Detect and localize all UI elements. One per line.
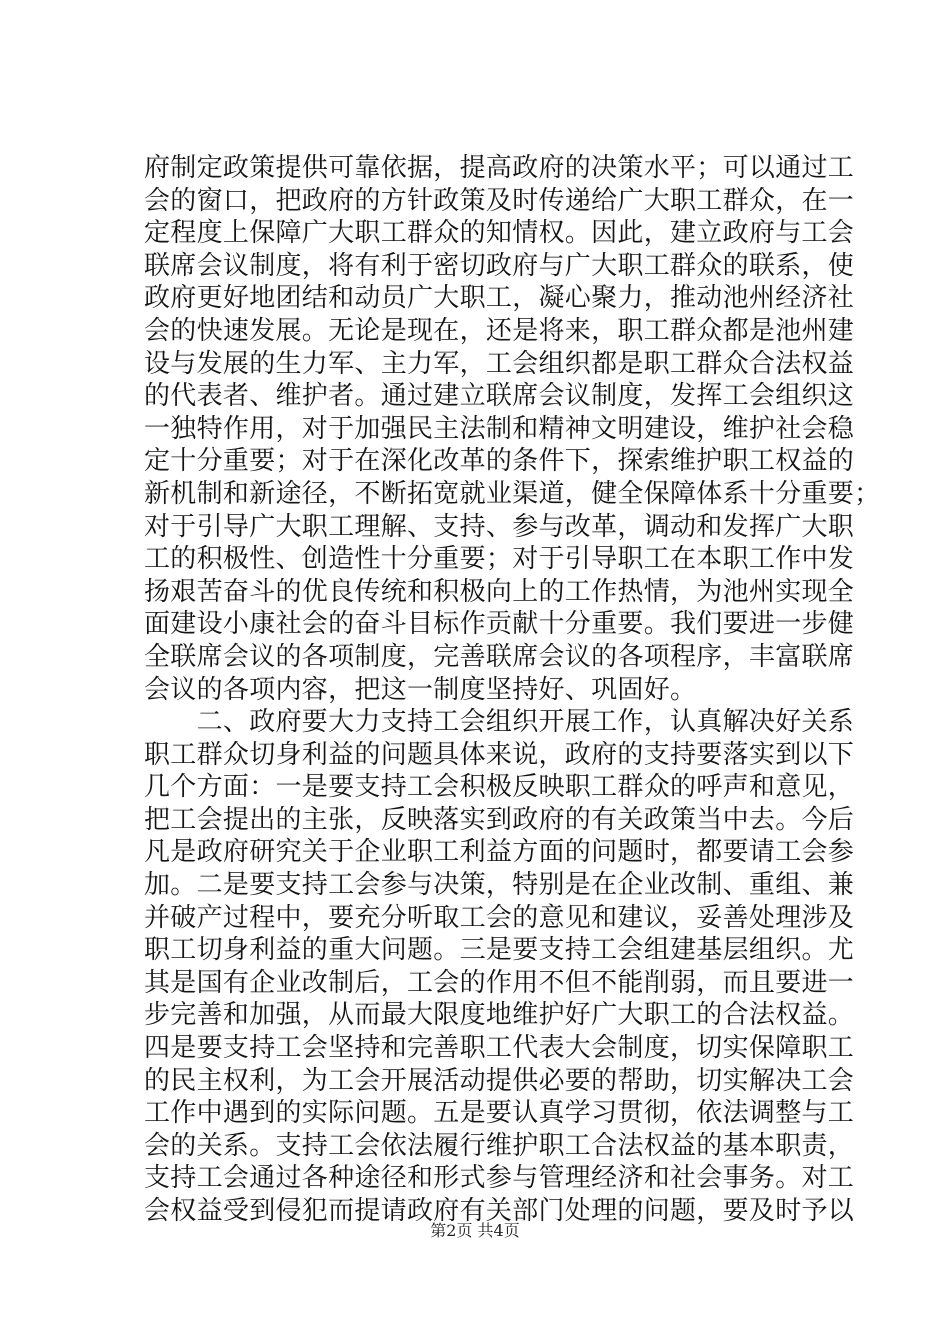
body-text [144,152,881,1228]
text-line: 新机制和新途径，不断拓宽就业渠道，健全保障体系十分重要； [144,478,881,509]
text-line: 其是国有企业改制后，工会的作用不但不能削弱，而且要进一 [144,967,855,998]
text-line: 扬艰苦奋斗的优良传统和积极向上的工作热情，为池州实现全 [144,576,855,607]
text-line: 职工群众切身利益的问题具体来说，政府的支持要落实到以下 [144,739,855,770]
text-line: 的民主权利，为工会开展活动提供必要的帮助，切实解决工会 [144,1065,855,1096]
text-line: 步完善和加强，从而最大限度地维护好广大职工的合法权益。 [144,1000,855,1031]
text-line: 对于引导广大职工理解、支持、参与改革，调动和发挥广大职 [144,511,855,542]
text-line: 工的积极性、创造性十分重要；对于引导职工在本职工作中发 [144,544,855,575]
text-line: 会权益受到侵犯而提请政府有关部门处理的问题，要及时予以 [144,1196,855,1226]
text-line: 会的窗口，把政府的方针政策及时传递给广大职工群众，在一 [144,185,855,216]
text-line: 一独特作用，对于加强民主法制和精神文明建设，维护社会稳 [144,413,855,444]
text-line: 全联席会议的各项制度，完善联席会议的各项程序，丰富联席 [144,641,855,672]
text-line: 工作中遇到的实际问题。五是要认真学习贯彻，依法调整与工 [144,1098,855,1129]
text-line: 并破产过程中，要充分听取工会的意见和建议，妥善处理涉及 [144,902,855,933]
text-line: 政府更好地团结和动员广大职工，凝心聚力，推动池州经济社 [144,283,855,314]
text-line: 设与发展的生力军、主力军，工会组织都是职工群众合法权益 [144,348,855,379]
text-line: 支持工会通过各种途径和形式参与管理经济和社会事务。对工 [144,1163,855,1194]
page-footer: 第2页 共4页 [430,1221,520,1240]
text-line: 面建设小康社会的奋斗目标作贡献十分重要。我们要进一步健 [144,609,855,640]
text-line: 联席会议制度，将有利于密切政府与广大职工群众的联系，使 [144,250,855,281]
text-line: 会的关系。支持工会依法履行维护职工合法权益的基本职责， [144,1130,855,1161]
text-line: 会的快速发展。无论是现在，还是将来，职工群众都是池州建 [144,315,855,346]
text-line: 定十分重要；对于在深化改革的条件下，探索维护职工权益的 [144,446,855,477]
text-line: 定程度上保障广大职工群众的知情权。因此，建立政府与工会 [144,218,855,249]
text-line: 职工切身利益的重大问题。三是要支持工会组建基层组织。尤 [144,935,855,966]
text-line: 府制定政策提供可靠依据，提高政府的决策水平；可以通过工 [144,153,855,183]
text-line: 二、政府要大力支持工会组织开展工作，认真解决好关系 [144,707,855,738]
text-line: 把工会提出的主张，反映落实到政府的有关政策当中去。今后 [144,804,855,835]
text-line: 几个方面：一是要支持工会积极反映职工群众的呼声和意见， [144,772,855,803]
text-line: 加。二是要支持工会参与决策，特别是在企业改制、重组、兼 [144,870,855,901]
text-line: 四是要支持工会坚持和完善职工代表大会制度，切实保障职工 [144,1033,855,1064]
text-line: 凡是政府研究关于企业职工利益方面的问题时，都要请工会参 [144,837,855,868]
text-line: 会议的各项内容，把这一制度坚持好、巩固好。 [144,674,697,705]
text-line: 的代表者、维护者。通过建立联席会议制度，发挥工会组织这 [144,381,855,412]
